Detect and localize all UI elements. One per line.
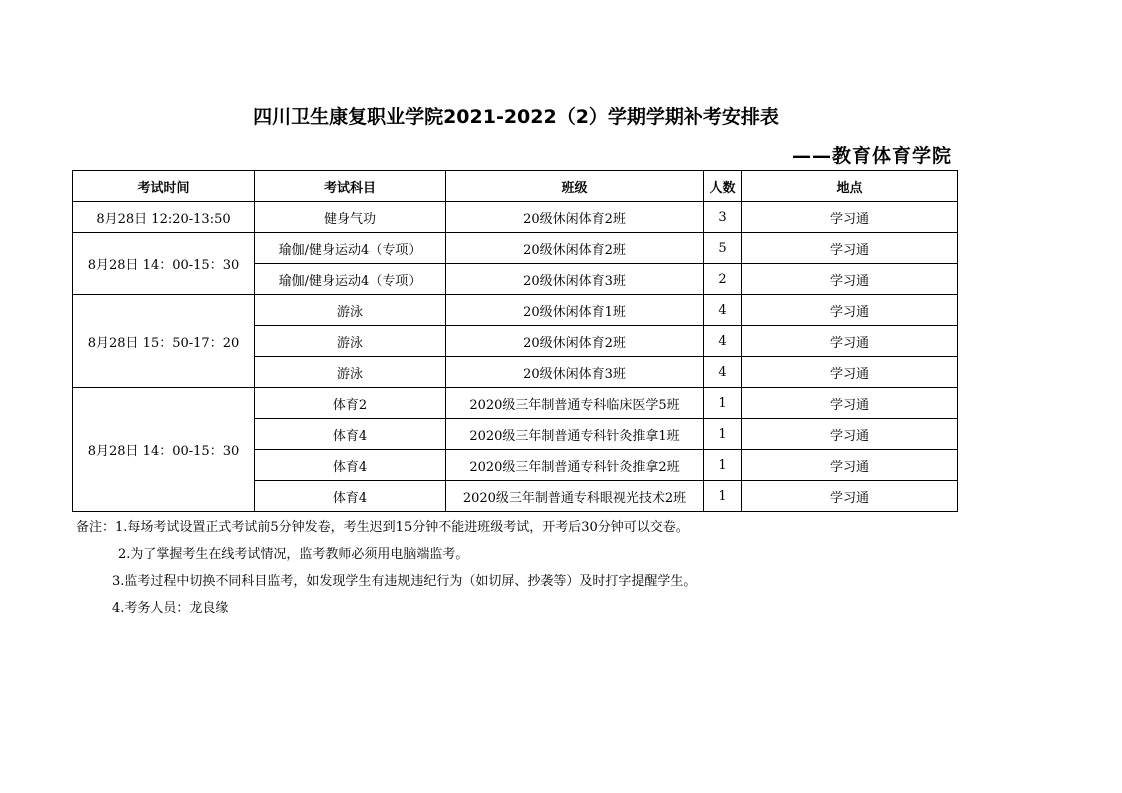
table-row bbox=[73, 202, 958, 233]
exam-time-cell: 8月28日 14：00-15：30 bbox=[73, 233, 255, 295]
count-cell: 5 bbox=[704, 233, 742, 264]
location-cell: 学习通 bbox=[742, 450, 958, 481]
class-cell: 2020级三年制普通专科针灸推拿2班 bbox=[446, 450, 704, 481]
location-cell: 学习通 bbox=[742, 233, 958, 264]
location-cell: 学习通 bbox=[742, 202, 958, 233]
subject-cell: 游泳 bbox=[255, 326, 446, 357]
table-row bbox=[73, 295, 958, 326]
count-cell: 1 bbox=[704, 450, 742, 481]
subject-cell: 体育4 bbox=[255, 450, 446, 481]
table-row bbox=[73, 388, 958, 419]
header-exam-subject: 考试科目 bbox=[255, 171, 446, 202]
subject-cell: 瑜伽/健身运动4（专项） bbox=[255, 233, 446, 264]
class-cell: 20级休闲体育2班 bbox=[446, 202, 704, 233]
location-cell: 学习通 bbox=[742, 481, 958, 512]
class-cell: 20级休闲体育2班 bbox=[446, 326, 704, 357]
location-cell: 学习通 bbox=[742, 326, 958, 357]
location-cell: 学习通 bbox=[742, 357, 958, 388]
count-cell: 3 bbox=[704, 202, 742, 233]
count-cell: 4 bbox=[704, 295, 742, 326]
exam-time-cell: 8月28日 14：00-15：30 bbox=[73, 388, 255, 512]
header-class: 班级 bbox=[446, 171, 704, 202]
count-cell: 2 bbox=[704, 264, 742, 295]
location-cell: 学习通 bbox=[742, 419, 958, 450]
notes-section bbox=[76, 514, 696, 622]
subject-cell: 体育2 bbox=[255, 388, 446, 419]
count-cell: 1 bbox=[704, 388, 742, 419]
class-cell: 20级休闲体育3班 bbox=[446, 264, 704, 295]
table-header-row bbox=[73, 171, 958, 202]
class-cell: 20级休闲体育1班 bbox=[446, 295, 704, 326]
class-cell: 20级休闲体育2班 bbox=[446, 233, 704, 264]
table-row bbox=[73, 233, 958, 264]
subject-cell: 游泳 bbox=[255, 295, 446, 326]
subject-cell: 游泳 bbox=[255, 357, 446, 388]
department-subtitle: ——教育体育学院 bbox=[791, 145, 952, 167]
exam-schedule-table bbox=[72, 170, 958, 512]
count-cell: 1 bbox=[704, 419, 742, 450]
note-2: 2.为了掌握考生在线考试情况，监考教师必须用电脑端监考。 bbox=[118, 547, 469, 562]
subject-cell: 健身气功 bbox=[255, 202, 446, 233]
exam-time-cell: 8月28日 15：50-17：20 bbox=[73, 295, 255, 388]
header-exam-time: 考试时间 bbox=[73, 171, 255, 202]
count-cell: 4 bbox=[704, 357, 742, 388]
class-cell: 2020级三年制普通专科临床医学5班 bbox=[446, 388, 704, 419]
count-cell: 4 bbox=[704, 326, 742, 357]
subject-cell: 瑜伽/健身运动4（专项） bbox=[255, 264, 446, 295]
exam-time-cell: 8月28日 12:20-13:50 bbox=[73, 202, 255, 233]
note-4: 4.考务人员：龙良缘 bbox=[112, 601, 229, 616]
location-cell: 学习通 bbox=[742, 388, 958, 419]
class-cell: 20级休闲体育3班 bbox=[446, 357, 704, 388]
subject-cell: 体育4 bbox=[255, 481, 446, 512]
note-1: 备注：1.每场考试设置正式考试前5分钟发卷，考生迟到15分钟不能进班级考试，开考后30分钟可以交卷。 bbox=[76, 520, 689, 535]
location-cell: 学习通 bbox=[742, 295, 958, 326]
count-cell: 1 bbox=[704, 481, 742, 512]
location-cell: 学习通 bbox=[742, 264, 958, 295]
note-3: 3.监考过程中切换不同科目监考，如发现学生有违规违纪行为（如切屏、抄袭等）及时打字提醒学生。 bbox=[112, 574, 697, 589]
class-cell: 2020级三年制普通专科针灸推拿1班 bbox=[446, 419, 704, 450]
header-location: 地点 bbox=[742, 171, 958, 202]
document-title: 四川卫生康复职业学院2021-2022（2）学期学期补考安排表 bbox=[253, 106, 779, 128]
class-cell: 2020级三年制普通专科眼视光技术2班 bbox=[446, 481, 704, 512]
header-count: 人数 bbox=[704, 171, 742, 202]
subject-cell: 体育4 bbox=[255, 419, 446, 450]
